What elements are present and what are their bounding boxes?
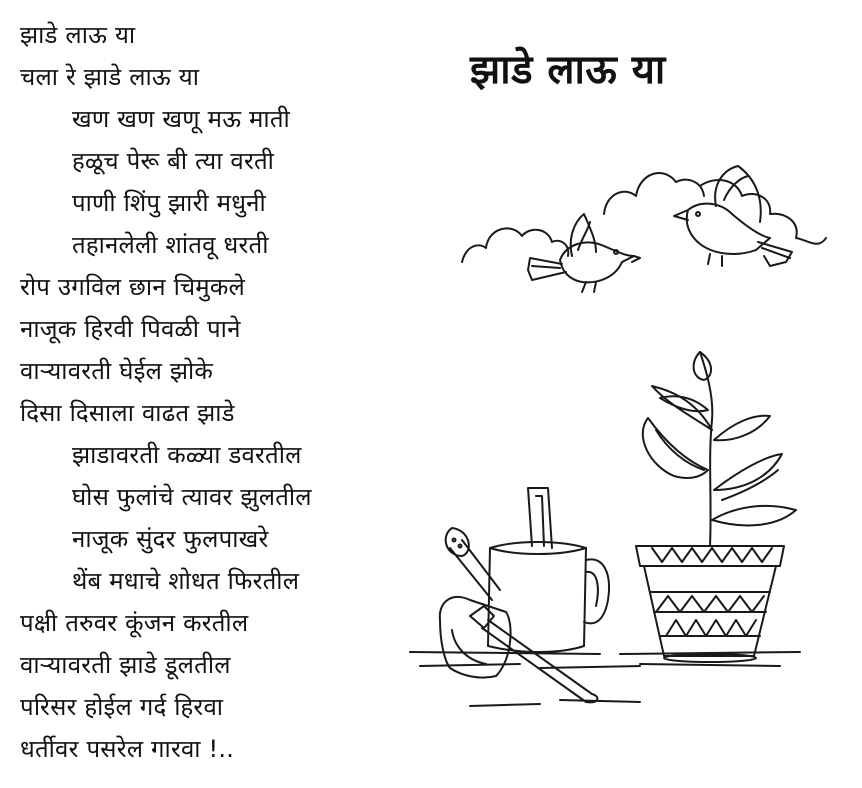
poem-line: हळूच पेरू बी त्या वरती xyxy=(72,147,275,175)
poem-line: झाडावरती कळ्या डवरतील xyxy=(72,441,302,469)
poem-line: दिसा दिसाला वाढत झाडे xyxy=(20,399,235,427)
poem-line: वाऱ्यावरती घेईल झोके xyxy=(20,357,214,385)
poem-line: परिसर होईल गर्द हिरवा xyxy=(20,693,224,721)
poem-line: तहानलेली शांतवू धरती xyxy=(72,231,269,259)
page-title: झाडे लाऊ या xyxy=(470,47,666,93)
bird-icon xyxy=(528,214,640,292)
poem-line: खण खण खणू मऊ माती xyxy=(72,105,290,133)
poem-line: चला रे झाडे लाऊ या xyxy=(20,63,200,91)
poem-line: नाजूक हिरवी पिवळी पाने xyxy=(20,315,241,343)
poem-line: नाजूक सुंदर फुलपाखरे xyxy=(72,525,269,553)
poem-line: पक्षी तरुवर कूंजन करतील xyxy=(20,609,249,637)
watering-can-icon xyxy=(446,488,609,652)
poem-line: घोस फुलांचे त्यावर झुलतील xyxy=(72,483,312,511)
poem-line: वाऱ्यावरती झाडे डूलतील xyxy=(20,651,231,679)
poem-line: झाडे लाऊ या xyxy=(20,21,136,49)
poem-line: रोप उगविल छान चिमुकले xyxy=(20,273,245,301)
poem-line: धर्तीवर पसरेल गारवा !.. xyxy=(20,735,235,763)
poem-line: पाणी शिंपु झारी मधुनी xyxy=(72,189,266,217)
poem-line: थेंब मधाचे शोधत फिरतील xyxy=(72,567,300,595)
plant-pot-icon xyxy=(636,352,796,662)
cloud-icon xyxy=(462,173,826,262)
